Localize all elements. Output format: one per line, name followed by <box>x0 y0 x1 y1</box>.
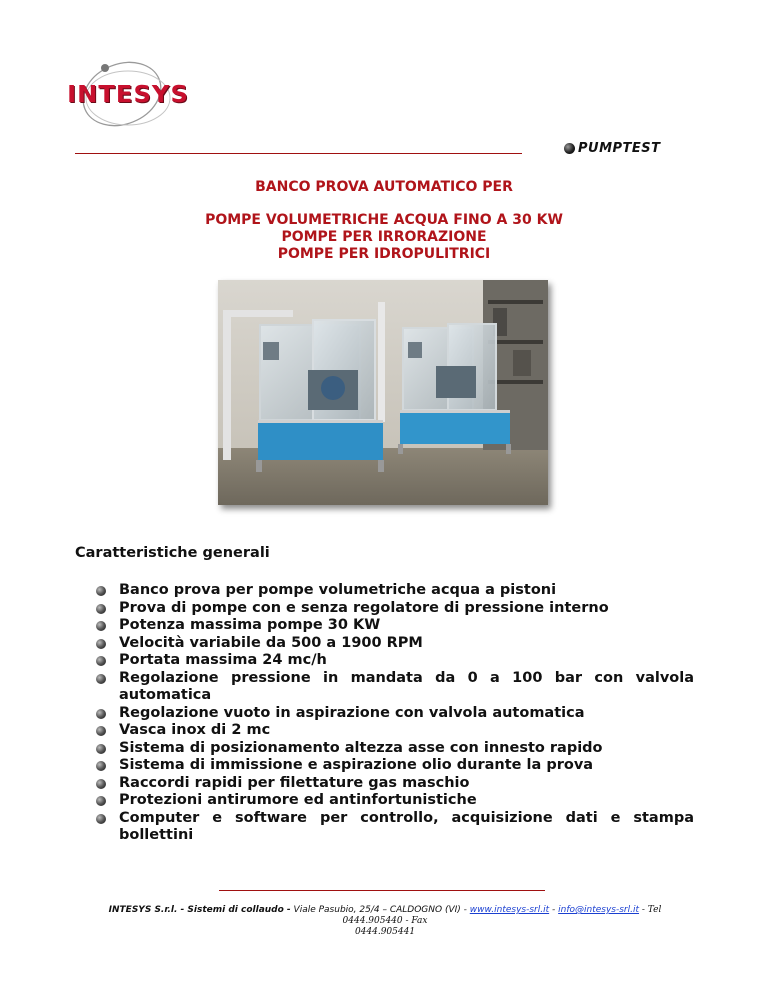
logo-text: INTESYS <box>67 82 189 108</box>
list-item: Computer e software per controllo, acquisizione dati e stampa bollettini <box>96 810 694 845</box>
bullet-icon <box>96 586 106 596</box>
bullet-icon <box>96 796 106 806</box>
list-item: Protezioni antirumore ed antinfortunistiche <box>96 792 694 810</box>
title-line-4: POMPE PER IDROPULITRICI <box>277 246 491 262</box>
title-line-1: BANCO PROVA AUTOMATICO PER <box>255 179 513 195</box>
title-line-2: POMPE VOLUMETRICHE ACQUA FINO A 30 KW <box>205 212 563 228</box>
bullet-icon <box>96 604 106 614</box>
list-item: Banco prova per pompe volumetriche acqua a pistoni <box>96 582 694 600</box>
bullet-icon <box>96 639 106 649</box>
bullet-icon <box>96 621 106 631</box>
pumptest-brand <box>564 141 661 156</box>
list-item: Velocità variabile da 500 a 1900 RPM <box>96 635 694 653</box>
header-divider <box>75 153 522 154</box>
footer-fax: 0444.905441 <box>354 927 416 937</box>
bullet-icon <box>96 674 106 684</box>
list-item: Portata massima 24 mc/h <box>96 652 694 670</box>
bullet-icon <box>96 656 106 666</box>
list-item: Regolazione vuoto in aspirazione con valvola automatica <box>96 705 694 723</box>
list-item: Vasca inox di 2 mc <box>96 722 694 740</box>
title-line-3: POMPE PER IRRORAZIONE <box>281 229 487 245</box>
list-item: Potenza massima pompe 30 KW <box>96 617 694 635</box>
bullet-icon <box>96 779 106 789</box>
title-main <box>0 179 768 196</box>
footer-divider <box>219 890 545 891</box>
footer-website-link[interactable]: www.intesys-srl.it <box>469 905 550 915</box>
footer <box>90 905 680 938</box>
section-heading: Caratteristiche generali <box>75 545 270 561</box>
bullet-icon <box>96 726 106 736</box>
pumptest-label: PUMPTEST <box>578 141 661 156</box>
bullet-icon <box>96 744 106 754</box>
list-item: Sistema di posizionamento altezza asse con innesto rapido <box>96 740 694 758</box>
features-list <box>96 582 694 845</box>
intesys-logo <box>64 60 194 140</box>
list-item: Prova di pompe con e senza regolatore di pressione interno <box>96 600 694 618</box>
footer-email-link[interactable]: info@intesys-srl.it <box>558 905 640 915</box>
footer-address: Viale Pasubio, 25/4 – CALDOGNO (VI) - <box>293 905 467 915</box>
footer-company: INTESYS S.r.l. - Sistemi di collaudo - <box>108 905 291 915</box>
title-subtitles <box>0 212 768 263</box>
pumptest-ball-icon <box>564 143 575 154</box>
test-bench-photo <box>218 280 548 505</box>
footer-contacts: - Tel 0444.905440 - Fax <box>342 905 662 926</box>
list-item: Regolazione pressione in mandata da 0 a 100 bar con valvola automatica <box>96 670 694 705</box>
footer-separator: - <box>552 905 556 915</box>
bullet-icon <box>96 761 106 771</box>
list-item: Raccordi rapidi per filettature gas maschio <box>96 775 694 793</box>
list-item: Sistema di immissione e aspirazione olio durante la prova <box>96 757 694 775</box>
bullet-icon <box>96 814 106 824</box>
bullet-icon <box>96 709 106 719</box>
